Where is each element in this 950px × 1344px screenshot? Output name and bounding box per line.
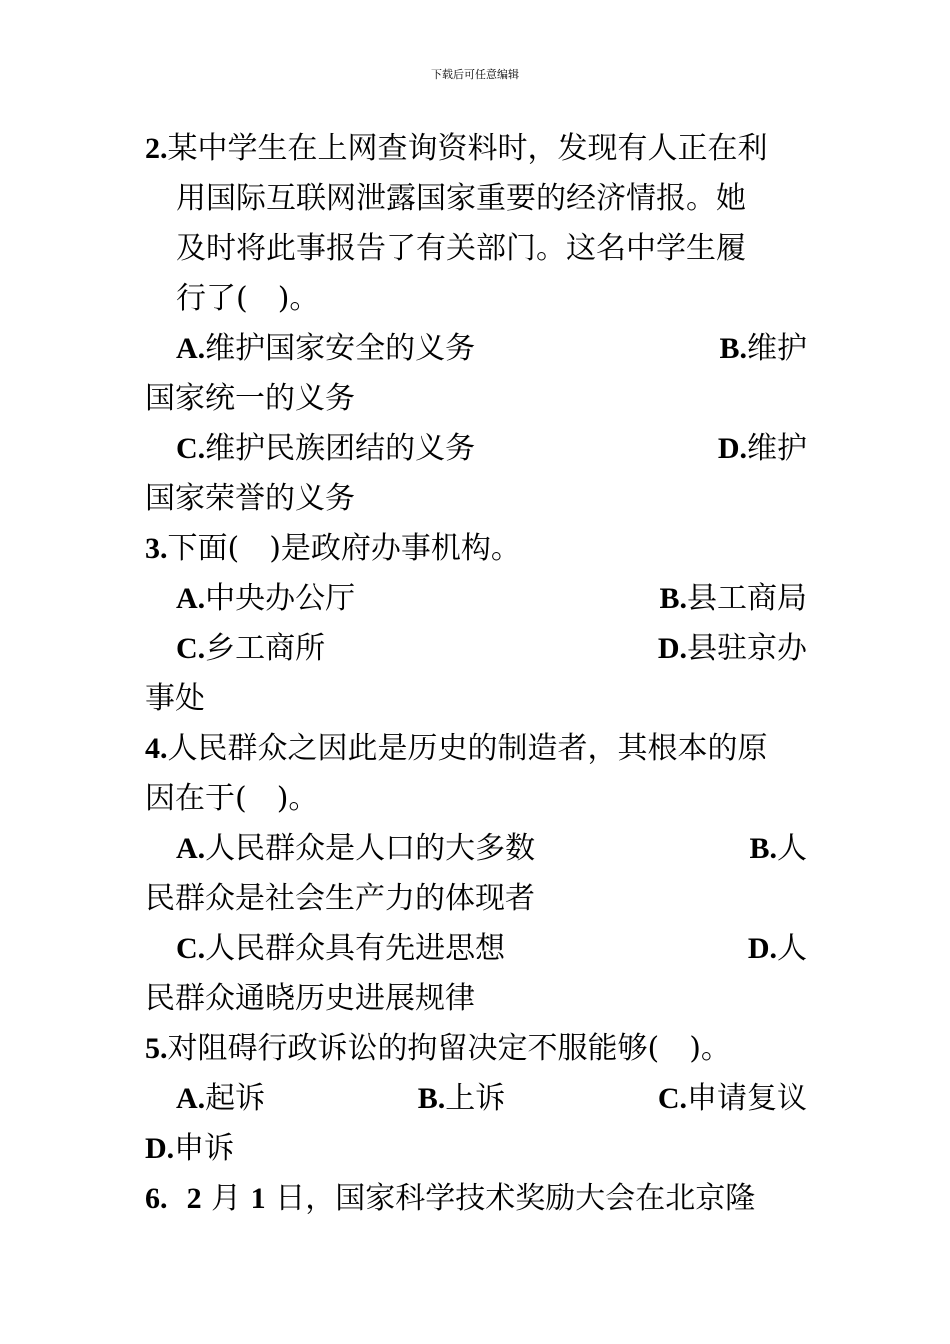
option-c: C.申请复议 [657, 1081, 807, 1116]
question-3 [145, 524, 807, 724]
option-row [145, 1074, 807, 1124]
page-header: 下载后可任意编辑 [431, 68, 519, 81]
question-number: 5. [145, 1032, 168, 1065]
option-d: D.县驻京办 [657, 631, 807, 666]
option-d-continued: 国家荣誉的义务 [145, 481, 355, 516]
question-text: 人民群众之因此是历史的制造者，其根本的原 [167, 731, 768, 766]
option-c: C.乡工商所 [176, 631, 326, 666]
option-b: B.维护 [719, 331, 807, 366]
option-row [145, 624, 807, 674]
option-row [145, 574, 807, 624]
option-a: A.起诉 [176, 1081, 266, 1116]
question-2 [145, 124, 807, 524]
question-text: 用国际互联网泄露国家重要的经济情报。她 [176, 181, 746, 216]
question-text: 及时将此事报告了有关部门。这名中学生履 [176, 231, 746, 266]
option-row [145, 924, 807, 974]
option-d-continued: 事处 [145, 681, 205, 716]
option-b-continued: 民群众是社会生产力的体现者 [145, 881, 535, 916]
question-5 [145, 1024, 807, 1174]
option-b: B.县工商局 [659, 581, 807, 616]
question-text: 某中学生在上网查询资料时，发现有人正在利 [167, 131, 768, 166]
option-d: D.维护 [717, 431, 807, 466]
option-a: A.中央办公厅 [176, 581, 356, 616]
option-a: A.维护国家安全的义务 [176, 331, 476, 366]
document-body [145, 124, 807, 1224]
question-4 [145, 724, 807, 1024]
question-text: 因在于( )。 [145, 781, 319, 816]
question-number: 3. [145, 532, 168, 565]
question-text: 对阻碍行政诉讼的拘留决定不服能够( )。 [167, 1031, 731, 1066]
question-6: 6. 2 月 1 日，国家科学技术奖励大会在北京隆 [145, 1181, 756, 1216]
question-text: 行了( )。 [176, 281, 320, 316]
option-b-continued: 国家统一的义务 [145, 381, 355, 416]
option-c: C.人民群众具有先进思想 [176, 931, 506, 966]
option-row [145, 324, 807, 374]
question-number: 4. [145, 732, 168, 765]
option-d: D.申诉 [145, 1131, 235, 1166]
question-number: 6. [145, 1182, 168, 1215]
option-d-continued: 民群众通晓历史进展规律 [145, 981, 475, 1016]
option-b: B.人 [749, 831, 807, 866]
option-c: C.维护民族团结的义务 [176, 431, 476, 466]
option-row [145, 424, 807, 474]
question-text: 下面( )是政府办事机构。 [167, 531, 521, 566]
option-b: B.上诉 [417, 1081, 506, 1116]
option-d: D.人 [747, 931, 807, 966]
question-number: 2. [145, 132, 168, 165]
option-row [145, 824, 807, 874]
option-a: A.人民群众是人口的大多数 [176, 831, 536, 866]
